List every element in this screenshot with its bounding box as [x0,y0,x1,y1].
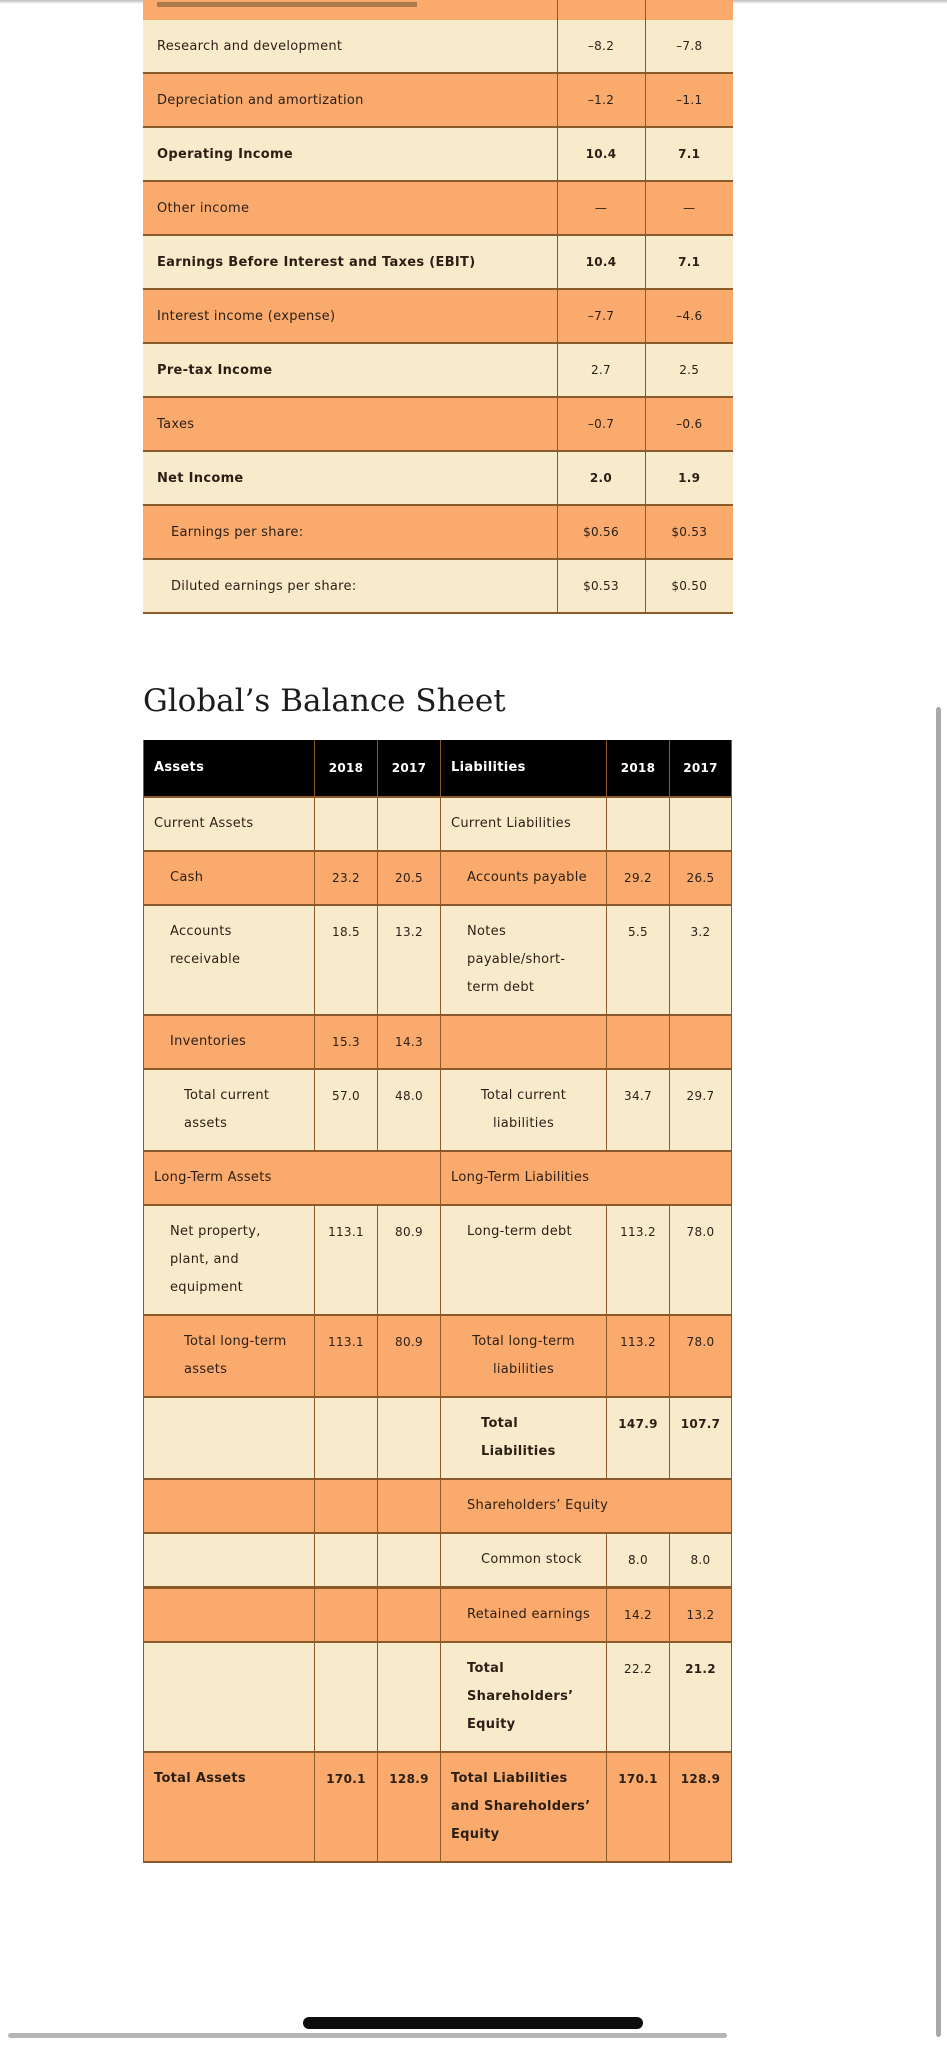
retained-earnings-2018: 14.2 [607,1588,670,1643]
table-row [143,451,733,505]
retained-earnings-label: Retained earnings [441,1588,607,1643]
liabilities-header: Liabilities [441,740,607,797]
total-liab-equity-2018: 170.1 [607,1752,670,1862]
total-liabilities-label: Total Liabilities [441,1397,607,1479]
value-2018: 2.7 [557,343,645,397]
total-long-term-liabilities-2018: 113.2 [607,1315,670,1397]
value-2017: — [645,181,733,235]
table-row [144,1069,732,1151]
balance-sheet-title: Global’s Balance Sheet [143,683,506,719]
value-2018: $0.56 [557,505,645,559]
table-row [143,289,733,343]
table-row [143,181,733,235]
net-ppe-2018: 113.1 [315,1205,378,1315]
home-indicator[interactable] [303,2017,643,2029]
total-current-assets-2018: 57.0 [315,1069,378,1151]
total-shareholders-equity-2018: 22.2 [607,1642,670,1752]
shareholders-equity-label: Shareholders’ Equity [441,1479,732,1533]
value-2018: –7.7 [557,289,645,343]
table-row [144,1315,732,1397]
row-label: Earnings per share: [143,505,557,559]
row-label: Taxes [143,397,557,451]
total-long-term-assets-2018: 113.1 [315,1315,378,1397]
total-long-term-liabilities-2017: 78.0 [670,1315,732,1397]
value-2017: –0.6 [645,397,733,451]
value-2017: –4.6 [645,289,733,343]
total-liabilities-2017: 107.7 [670,1397,732,1479]
vertical-scrollbar[interactable] [936,707,941,2037]
assets-header: Assets [144,740,315,797]
value-2017: 1.9 [645,451,733,505]
accounts-receivable-label: Accounts receivable [144,905,315,1015]
row-label: Net Income [143,451,557,505]
row-label: Earnings Before Interest and Taxes (EBIT) [143,235,557,289]
table-row [143,505,733,559]
value-2018: –8.2 [557,20,645,73]
horizontal-scrollbar[interactable] [8,2033,727,2038]
cut-off-row [143,0,733,22]
table-row [144,1151,732,1205]
table-row [143,20,733,73]
row-label: Depreciation and amortization [143,73,557,127]
notes-payable-label: Notes payable/short-term debt [441,905,607,1015]
table-header-row [144,740,732,797]
current-assets-label: Current Assets [144,797,315,851]
retained-earnings-2017: 13.2 [670,1588,732,1643]
row-label: Interest income (expense) [143,289,557,343]
cash-2018: 23.2 [315,851,378,905]
total-current-liabilities-2017: 29.7 [670,1069,732,1151]
accounts-payable-2018: 29.2 [607,851,670,905]
cut-off-text-fragment [157,2,417,7]
row-label: Diluted earnings per share: [143,559,557,613]
value-2017: 7.1 [645,127,733,181]
total-liabilities-2018: 147.9 [607,1397,670,1479]
column-divider [645,0,646,20]
value-2017: $0.53 [645,505,733,559]
notes-payable-2017: 3.2 [670,905,732,1015]
current-liabilities-label: Current Liabilities [441,797,607,851]
total-current-liabilities-2018: 34.7 [607,1069,670,1151]
year-2018-header: 2018 [607,740,670,797]
cash-2017: 20.5 [378,851,441,905]
table-row [143,397,733,451]
total-shareholders-equity-label: Total Shareholders’ Equity [441,1642,607,1752]
accounts-receivable-2018: 18.5 [315,905,378,1015]
row-label: Research and development [143,20,557,73]
table-row [144,1588,732,1643]
table-row [143,73,733,127]
table-row [144,1397,732,1479]
table-row [143,127,733,181]
long-term-debt-label: Long-term debt [441,1205,607,1315]
net-ppe-2017: 80.9 [378,1205,441,1315]
column-divider [557,0,558,20]
value-2018: 10.4 [557,235,645,289]
value-2018: — [557,181,645,235]
table-row [143,343,733,397]
total-long-term-liabilities-label: Total long-term liabilities [441,1315,607,1397]
total-long-term-assets-2017: 80.9 [378,1315,441,1397]
value-2018: 2.0 [557,451,645,505]
inventories-label: Inventories [144,1015,315,1069]
row-label: Operating Income [143,127,557,181]
table-row [144,851,732,905]
row-label: Other income [143,181,557,235]
total-liab-equity-label: Total Liabilities and Shareholders’ Equity [441,1752,607,1862]
total-current-assets-2017: 48.0 [378,1069,441,1151]
value-2017: 7.1 [645,235,733,289]
common-stock-2018: 8.0 [607,1533,670,1588]
inventories-2018: 15.3 [315,1015,378,1069]
value-2017: $0.50 [645,559,733,613]
value-2018: –0.7 [557,397,645,451]
long-term-debt-2017: 78.0 [670,1205,732,1315]
year-2018-header: 2018 [315,740,378,797]
cash-label: Cash [144,851,315,905]
table-row [144,1205,732,1315]
table-row [144,1479,732,1533]
table-row [144,905,732,1015]
year-2017-header: 2017 [670,740,732,797]
accounts-payable-2017: 26.5 [670,851,732,905]
table-row [144,1015,732,1069]
accounts-payable-label: Accounts payable [441,851,607,905]
total-shareholders-equity-2017: 21.2 [670,1642,732,1752]
value-2018: 10.4 [557,127,645,181]
total-assets-2018: 170.1 [315,1752,378,1862]
net-ppe-label: Net property, plant, and equipment [144,1205,315,1315]
balance-sheet-table [143,740,732,1863]
long-term-debt-2018: 113.2 [607,1205,670,1315]
total-liab-equity-2017: 128.9 [670,1752,732,1862]
table-row [144,1533,732,1588]
total-current-liabilities-label: Total current liabilities [441,1069,607,1151]
table-row [144,1642,732,1752]
accounts-receivable-2017: 13.2 [378,905,441,1015]
row-label: Pre-tax Income [143,343,557,397]
notes-payable-2018: 5.5 [607,905,670,1015]
income-statement-table [143,20,733,614]
total-assets-2017: 128.9 [378,1752,441,1862]
common-stock-label: Common stock [441,1533,607,1588]
table-row [144,797,732,851]
total-current-assets-label: Total current assets [144,1069,315,1151]
value-2017: –7.8 [645,20,733,73]
long-term-assets-label: Long-Term Assets [144,1151,441,1205]
value-2017: –1.1 [645,73,733,127]
table-row [144,1752,732,1862]
value-2018: $0.53 [557,559,645,613]
value-2017: 2.5 [645,343,733,397]
year-2017-header: 2017 [378,740,441,797]
inventories-2017: 14.3 [378,1015,441,1069]
value-2018: –1.2 [557,73,645,127]
common-stock-2017: 8.0 [670,1533,732,1588]
total-assets-label: Total Assets [144,1752,315,1862]
table-row [143,235,733,289]
total-long-term-assets-label: Total long-term assets [144,1315,315,1397]
table-row [143,559,733,613]
long-term-liabilities-label: Long-Term Liabilities [441,1151,732,1205]
